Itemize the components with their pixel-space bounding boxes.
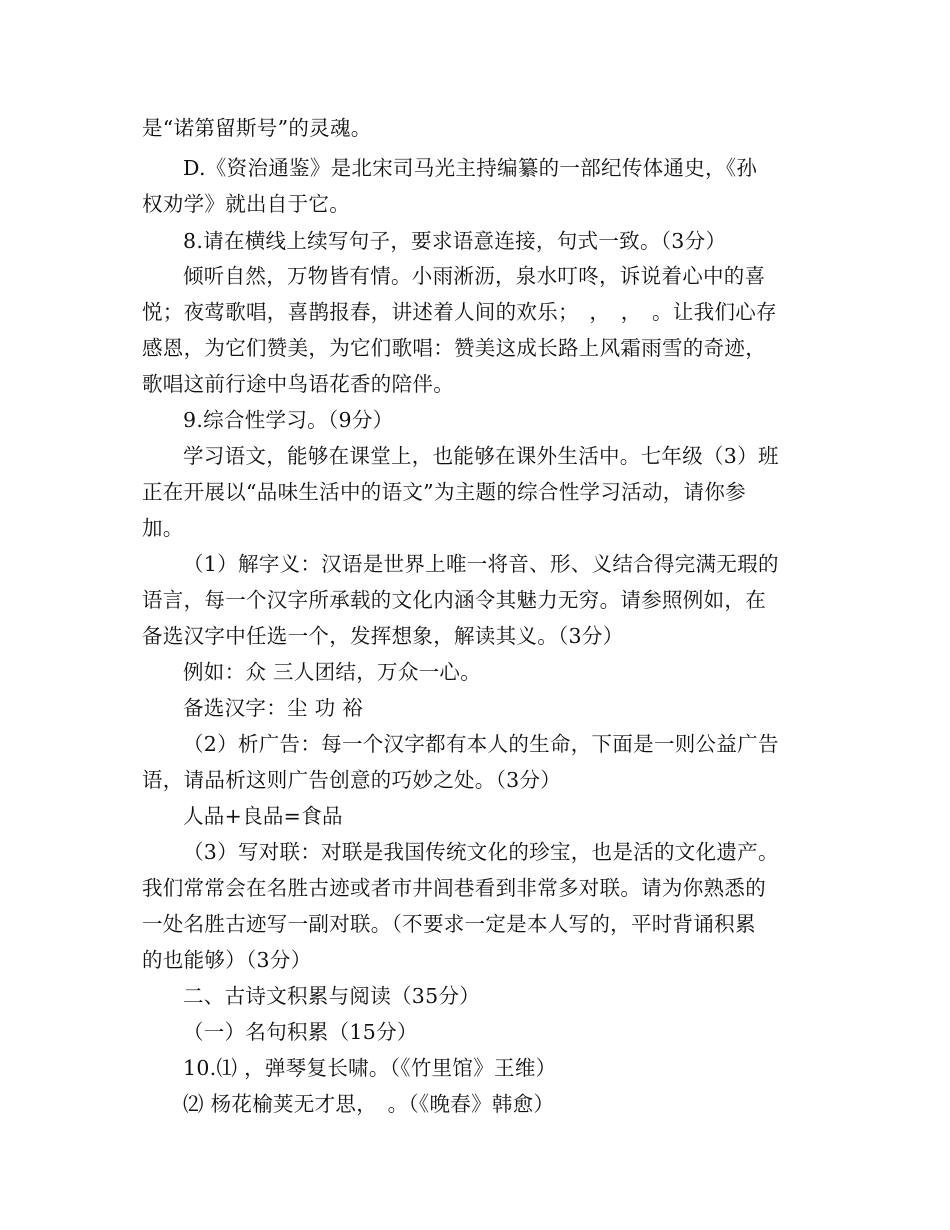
- question-8-heading: 8.请在横线上续写句子，要求语意连接，句式一致。（3分）: [183, 229, 727, 253]
- section-2-heading: 二、古诗文积累与阅读（35分）: [183, 984, 481, 1008]
- subquestion-3-line: （3）写对联：对联是我国传统文化的珍宝，也是活的文化遗产。: [183, 840, 779, 864]
- subquestion-2-line: （2）析广告：每一个汉字都有本人的生命，下面是一则公益广告: [183, 732, 779, 756]
- option-d-line: D.《资治通鉴》是北宋司马光主持编纂的一部纪传体通史，《孙: [183, 156, 758, 180]
- text-line-19: 语，请品析这则广告创意的巧妙之处。（3分）: [142, 768, 562, 792]
- text-line-8: 歌唱这前行途中鸟语花香的陪伴。: [142, 372, 454, 396]
- text-line-15: 备选汉字中任选一个，发挥想象，解读其义。（3分）: [142, 624, 624, 648]
- subsection-1-heading: （一）名句积累（15分）: [183, 1020, 418, 1044]
- question-10-line-2: ⑵ 杨花榆荚无才思， 。（《晚春》韩愈）: [183, 1092, 555, 1116]
- candidate-characters-line: 备选汉字：尘 功 裕: [183, 696, 364, 720]
- text-line-22: 我们常常会在名胜古迹或者市井闾巷看到非常多对联。请为你熟悉的: [142, 876, 766, 900]
- question-10-line-1: 10.⑴ ，弹琴复长啸。（《竹里馆》王维）: [183, 1056, 557, 1080]
- subquestion-1-line: （1）解字义：汉语是世界上唯一将音、形、义结合得完满无瑕的: [183, 552, 779, 576]
- text-line-10: 学习语文，能够在课堂上，也能够在课外生活中。七年级（3）班: [183, 444, 779, 468]
- text-line-12: 加。: [142, 516, 184, 540]
- question-9-heading: 9.综合性学习。（9分）: [183, 408, 394, 432]
- slogan-line: 人品+良品=食品: [183, 804, 343, 828]
- text-line-3: 权劝学》就出自于它。: [142, 192, 350, 216]
- text-line-5: 倾听自然，万物皆有情。小雨淅沥，泉水叮咚，诉说着心中的喜: [183, 264, 766, 288]
- text-line-11: 正在开展以“品味生活中的语文”为主题的综合性学习活动，请你参: [142, 480, 746, 504]
- text-line-6: 悦；夜莺歌唱，喜鹊报春，讲述着人间的欢乐； ， ， 。让我们心存: [142, 300, 777, 324]
- text-line-7: 感恩，为它们赞美，为它们歌唱：赞美这成长路上风霜雨雪的奇迹，: [142, 336, 766, 360]
- text-line-14: 语言，每一个汉字所承载的文化内涵令其魅力无穷。请参照例如，在: [142, 588, 766, 612]
- text-line-24: 的也能够）（3分）: [142, 948, 312, 972]
- text-line-23: 一处名胜古迹写一副对联。（不要求一定是本人写的，平时背诵积累: [142, 912, 756, 936]
- text-line-1: 是“诺第留斯号”的灵魂。: [142, 116, 372, 140]
- example-line: 例如：众 三人团结，万众一心。: [183, 660, 482, 684]
